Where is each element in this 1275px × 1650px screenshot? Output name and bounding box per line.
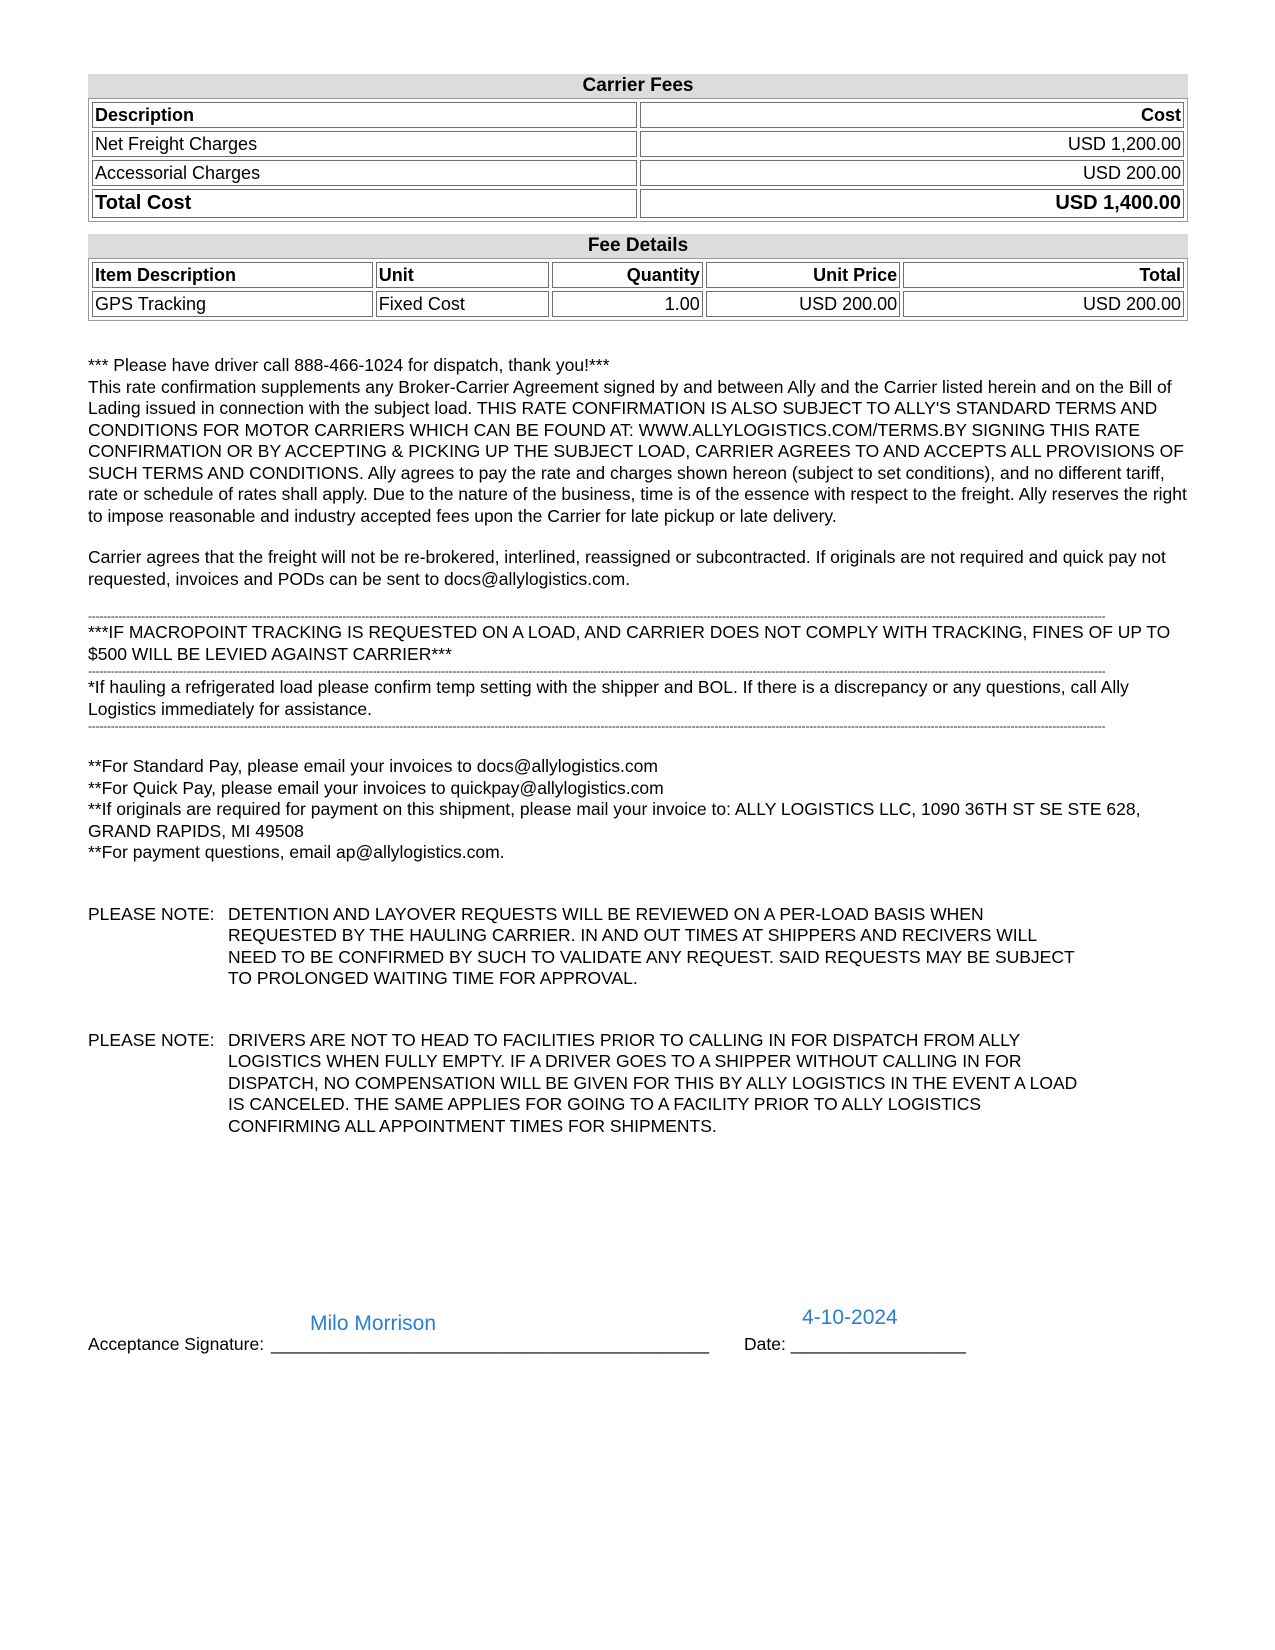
divider: ---------------------------------------------------------------------------------------------------------------------------------------------------------------------------------------------------------------------------------------------------------------------------- [88,610,1106,622]
column-header-description: Description [92,102,637,128]
column-header-total: Total [903,262,1184,288]
carrier-fees-table [88,98,1188,222]
macropoint-warning: ***IF MACROPOINT TRACKING IS REQUESTED ON A LOAD, AND CARRIER DOES NOT COMPLY WITH TRACKING, FINES OF UP TO $500 WILL BE LEVIED AGAINST CARRIER*** [88,622,1171,664]
date-label [744,1334,966,1355]
column-header-cost: Cost [640,102,1185,128]
column-header-quantity: Quantity [552,262,703,288]
carrier-fees-header-row [92,102,1184,128]
total-row [92,189,1184,218]
date-label-text: Date: [744,1334,786,1354]
total-label: Total Cost [92,189,637,218]
fee-description: Net Freight Charges [92,131,637,157]
date-value: 4-10-2024 [802,1306,898,1329]
note-label: PLEASE NOTE: [88,903,215,924]
divider: ---------------------------------------------------------------------------------------------------------------------------------------------------------------------------------------------------------------------------------------------------------------------------- [88,720,1106,732]
signature-name: Milo Morrison [310,1312,437,1335]
fee-details-header-row [92,262,1184,288]
column-header-unit: Unit [376,262,549,288]
fee-details-title: Fee Details [88,234,1188,258]
item-total: USD 200.00 [903,291,1184,317]
fee-cost: USD 200.00 [640,160,1185,186]
pay-standard: **For Standard Pay, please email your invoices to docs@allylogistics.com [88,756,658,776]
divider: ---------------------------------------------------------------------------------------------------------------------------------------------------------------------------------------------------------------------------------------------------------------------------- [88,665,1106,677]
rebroker-paragraph: Carrier agrees that the freight will not be re-brokered, interlined, reassigned or subcontracted. If originals are not required and quick pay not requested, invoices and PODs can be sent to docs@allylogistics.com. [88,547,1166,589]
pay-originals: **If originals are required for payment on this shipment, please mail your invoice to: ALLY LOGISTICS LLC, 1090 36TH ST SE STE 628, GRAND RAPIDS, MI 49508 [88,799,1141,841]
rate-confirmation-page [88,74,1188,1137]
signature-row [88,1296,1188,1356]
detention-note [88,904,1188,990]
dispatch-line: *** Please have driver call 888-466-1024 for dispatch, thank you!*** [88,355,610,375]
table-row [92,160,1184,186]
signature-label: Acceptance Signature: [88,1334,265,1354]
table-row [92,291,1184,317]
item-quantity: 1.00 [552,291,703,317]
fee-description: Accessorial Charges [92,160,637,186]
date-field[interactable]: __________________ [790,1334,966,1354]
fee-cost: USD 1,200.00 [640,131,1185,157]
fee-details-table [88,258,1188,321]
column-header-unit-price: Unit Price [706,262,900,288]
note-text: DRIVERS ARE NOT TO HEAD TO FACILITIES PRIOR TO CALLING IN FOR DISPATCH FROM ALLY LOGISTICS WHEN FULLY EMPTY. IF A DRIVER GOES TO A SHIPPER WITHOUT CALLING IN FOR DISPATCH, NO COMPENSATION WILL BE GIVEN FOR THIS BY ALLY LOGISTICS IN THE EVENT A LOAD IS CANCELED. THE SAME APPLIES FOR GOING TO A FACILITY PRIOR TO ALLY LOGISTICS CONFIRMING ALL APPOINTMENT TIMES FOR SHIPMENTS. [228,1029,1078,1136]
terms-paragraph: This rate confirmation supplements any Broker-Carrier Agreement signed by and between Ally and the Carrier listed herein and on the Bill of Lading issued in connection with the subject load. THIS RATE CONFIRMATION IS ALSO SUBJECT TO ALLY'S STANDARD TERMS AND CONDITIONS FOR MOTOR CARRIERS WHICH CAN BE FOUND AT: WWW.ALLYLOGISTICS.COM/TERMS.BY SIGNING THIS RATE CONFIRMATION OR BY ACCEPTING & PICKING UP THE SUBJECT LOAD, CARRIER AGREES TO AND ACCEPTS ALL PROVISIONS OF SUCH TERMS AND CONDITIONS. Ally agrees to pay the rate and charges shown hereon (subject to set conditions), and no different tariff, rate or schedule of rates shall apply. Due to the nature of the business, time is of the essence with respect to the freight. Ally reserves the right to impose reasonable and industry accepted fees upon the Carrier for late pickup or late delivery. [88,376,1187,526]
item-unit: Fixed Cost [376,291,549,317]
signature-field[interactable]: _____________________________________________ [271,1334,709,1354]
carrier-fees-title: Carrier Fees [88,74,1188,98]
total-value: USD 1,400.00 [640,189,1185,218]
item-unit-price: USD 200.00 [706,291,900,317]
table-row [92,131,1184,157]
column-header-item: Item Description [92,262,373,288]
drivers-note [88,1030,1188,1138]
pay-quick: **For Quick Pay, please email your invoices to quickpay@allylogistics.com [88,777,664,798]
item-description: GPS Tracking [92,291,373,317]
note-label: PLEASE NOTE: [88,1029,215,1050]
note-text: DETENTION AND LAYOVER REQUESTS WILL BE REVIEWED ON A PER-LOAD BASIS WHEN REQUESTED BY THE HAULING CARRIER. IN AND OUT TIMES AT SHIPPERS AND RECIVERS WILL NEED TO BE CONFIRMED BY SUCH TO VALIDATE ANY REQUEST. SAID REQUESTS MAY BE SUBJECT TO PROLONGED WAITING TIME FOR APPROVAL. [228,903,1075,988]
refrigerated-note: *If hauling a refrigerated load please confirm temp setting with the shipper and BOL. If there is a discrepancy or any questions, call Ally Logistics immediately for assistance. [88,677,1129,719]
pay-questions: **For payment questions, email ap@allylogistics.com. [88,842,505,862]
